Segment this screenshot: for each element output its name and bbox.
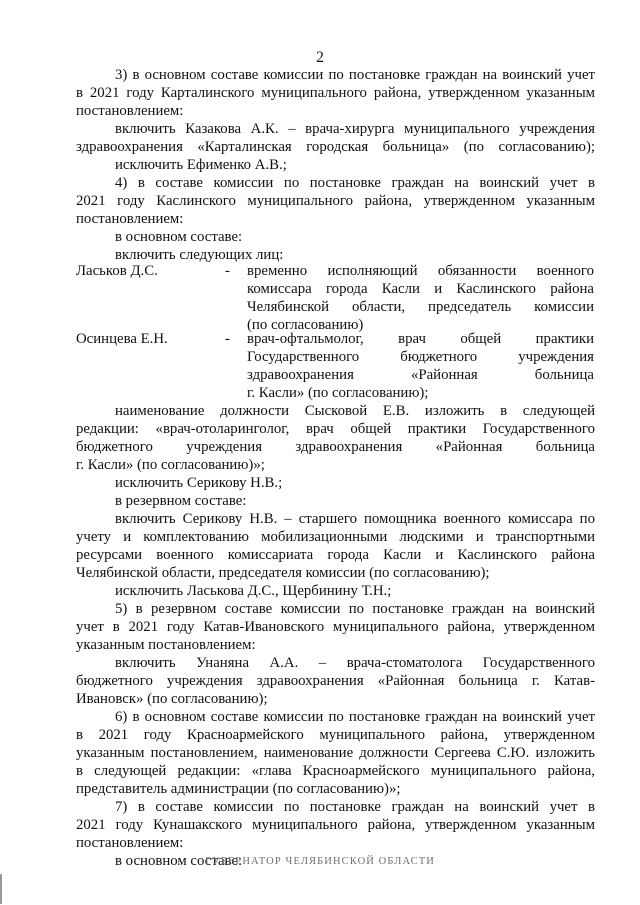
- text-line: 2021 году Каслинского муниципального района, утвержденном указанным: [76, 193, 595, 209]
- text-line: бюджетного учреждения здравоохранения «Районная больница: [76, 439, 595, 455]
- text-line: в основном составе:: [115, 853, 243, 869]
- text-line: бюджетного учреждения здравоохранения «Районная больница г. Катав-: [76, 673, 595, 689]
- text-line: здравоохранения «Карталинская городская больница» (по согласованию);: [76, 139, 595, 155]
- text-line: 5) в резервном составе комиссии по постановке граждан на воинский: [115, 601, 595, 617]
- text-line: включить Казакова А.К. – врача-хирурга муниципального учреждения: [115, 121, 595, 137]
- member-role-line: г. Касли» (по согласованию);: [247, 385, 429, 401]
- text-line: редакции: «врач-отоларинголог, врач общей практики Государственного: [76, 421, 595, 437]
- text-line: постановлением:: [76, 835, 184, 851]
- text-line: в следующей редакции: «глава Красноармейского муниципального района,: [76, 763, 595, 779]
- scan-edge-mark: [0, 874, 2, 904]
- text-line: 2021 году Кунашакского муниципального района, утвержденном указанным: [76, 817, 595, 833]
- member-role-line: здравоохранения «Районная больница: [247, 367, 594, 383]
- text-line: включить следующих лиц:: [115, 247, 284, 263]
- member-name: Ласьков Д.С.: [76, 263, 158, 279]
- text-line: исключить Ефименко А.В.;: [115, 157, 287, 173]
- member-role-line: Челябинской области, председатель комиссии: [247, 299, 594, 315]
- text-line: 3) в основном составе комиссии по постановке граждан на воинский учет: [115, 67, 595, 83]
- text-line: в 2021 году Красноармейского муниципального района, утвержденном: [76, 727, 595, 743]
- member-role-line: Государственного бюджетного учреждения: [247, 349, 594, 365]
- text-line: исключить Ласькова Д.С., Щербинину Т.Н.;: [115, 583, 392, 599]
- text-line: учету и комплектованию мобилизационными людскими и транспортными: [76, 529, 595, 545]
- text-line: в резервном составе:: [115, 493, 247, 509]
- text-line: исключить Серикову Н.В.;: [115, 475, 283, 491]
- text-line: включить Серикову Н.В. – старшего помощника военного комиссара по: [115, 511, 595, 527]
- text-line: учет в 2021 году Катав-Ивановского муниципального района, утвержденном: [76, 619, 595, 635]
- text-line: г. Касли» (по согласованию)»;: [76, 457, 265, 473]
- member-dash: -: [225, 263, 230, 279]
- text-line: включить Унаняна А.А. – врача-стоматолога Государственного: [115, 655, 595, 671]
- member-dash: -: [225, 331, 230, 347]
- text-line: наименование должности Сысковой Е.В. изложить в следующей: [115, 403, 595, 419]
- member-role-line: врач-офтальмолог, врач общей практики: [247, 331, 594, 347]
- member-role-line: (по согласованию): [247, 317, 364, 333]
- text-line: Ивановск» (по согласованию);: [76, 691, 268, 707]
- text-line: Челябинской области, председателя комиссии (по согласованию);: [76, 565, 490, 581]
- page-number: 2: [316, 49, 324, 66]
- member-role-line: временно исполняющий обязанности военного: [247, 263, 594, 279]
- member-name: Осинцева Е.Н.: [76, 331, 168, 347]
- text-line: постановлением:: [76, 211, 184, 227]
- text-line: 6) в основном составе комиссии по постановке граждан на воинский учет: [115, 709, 595, 725]
- text-line: представитель администрации (по согласованию)»;: [76, 781, 401, 797]
- text-line: 7) в составе комиссии по постановке граждан на воинский учет в: [115, 799, 595, 815]
- text-line: ресурсами военного комиссариата города Касли и Каслинского района: [76, 547, 595, 563]
- text-line: постановлением:: [76, 103, 184, 119]
- member-role-line: комиссара города Касли и Каслинского района: [247, 281, 594, 297]
- footer-watermark: ГУБЕРНАТОР ЧЕЛЯБИНСКОЙ ОБЛАСТИ: [205, 856, 435, 867]
- text-line: указанным постановлением, наименование должности Сергеева С.Ю. изложить: [76, 745, 595, 761]
- text-line: в 2021 году Карталинского муниципального района, утвержденном указанным: [76, 85, 595, 101]
- text-line: 4) в составе комиссии по постановке граждан на воинский учет в: [115, 175, 595, 191]
- text-line: указанным постановлением:: [76, 637, 256, 653]
- text-line: в основном составе:: [115, 229, 243, 245]
